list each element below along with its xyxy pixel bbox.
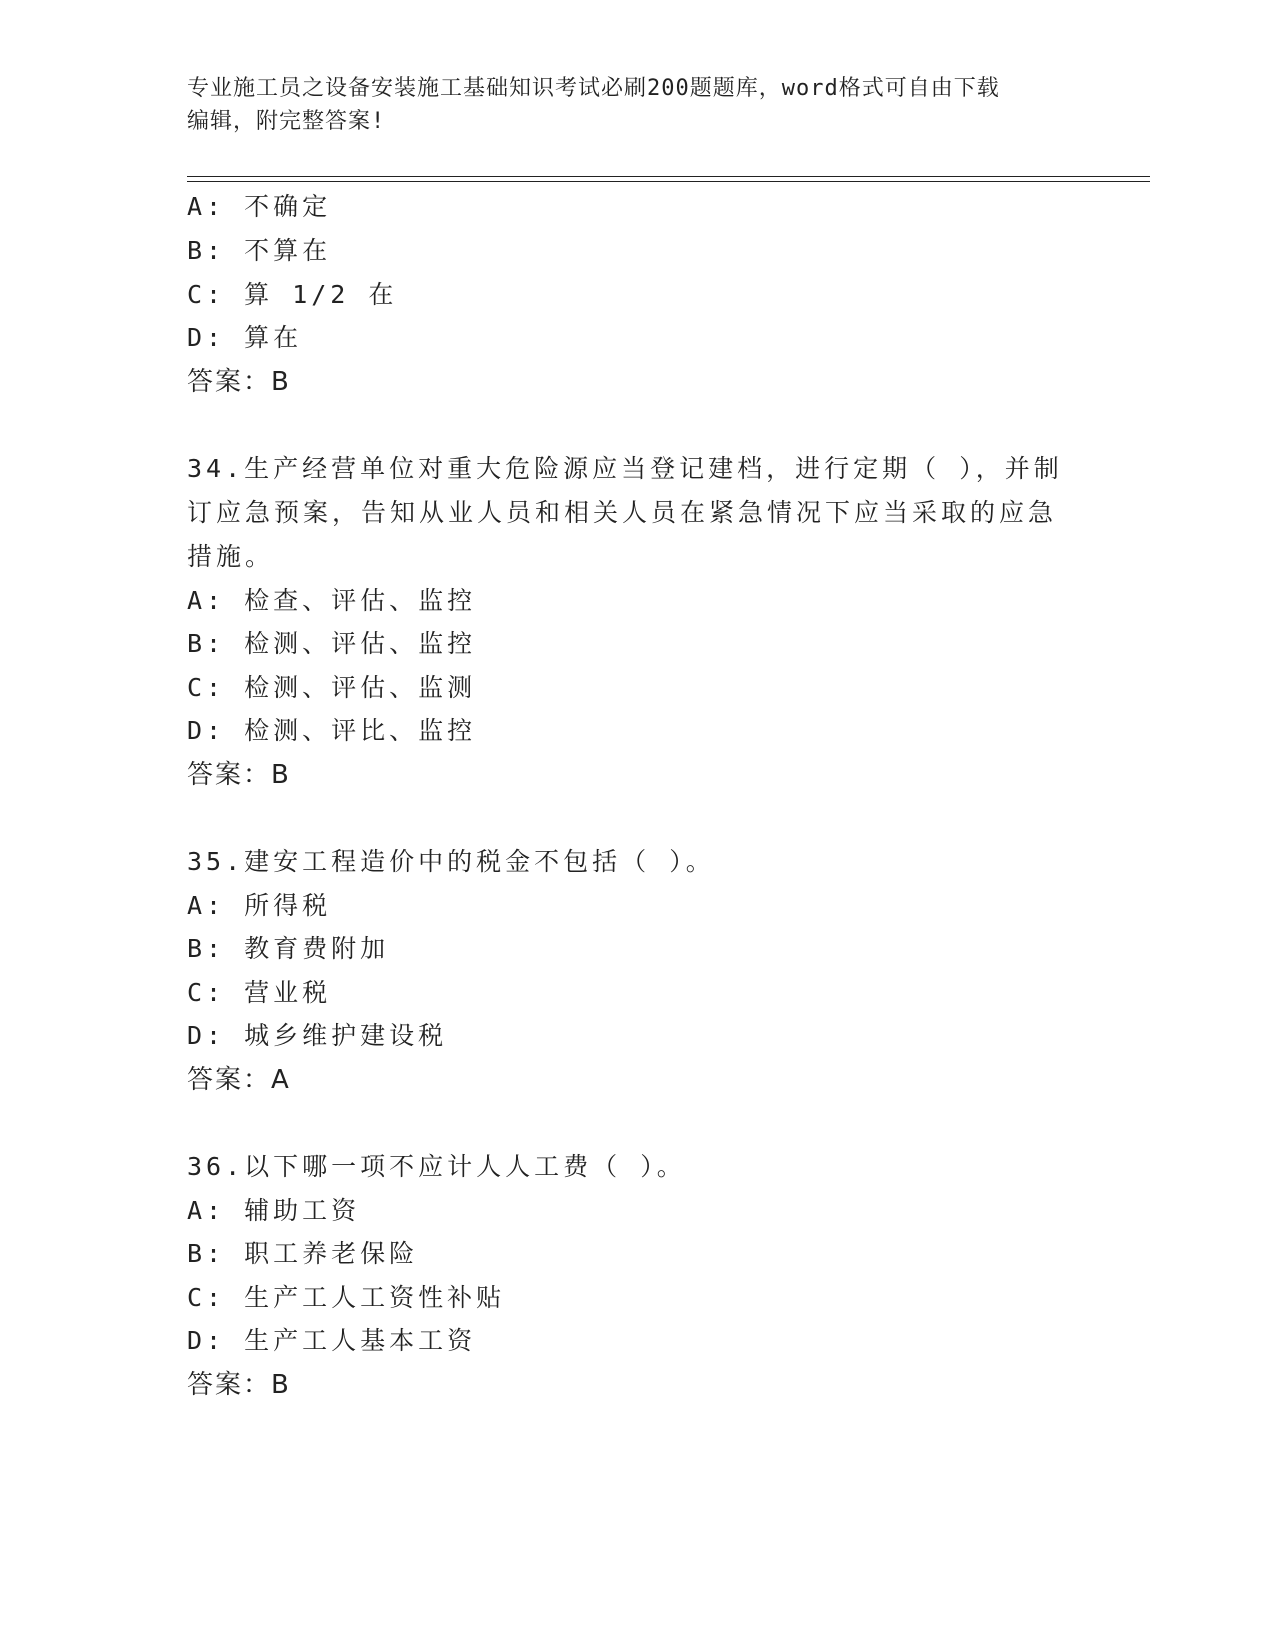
header-divider-top bbox=[187, 176, 1150, 177]
question-36-stem: 36.以下哪一项不应计人人工费（ ）。 bbox=[187, 1152, 686, 1181]
option-a: A: 不确定 bbox=[187, 192, 332, 221]
title-line-1: 专业施工员之设备安装施工基础知识考试必刷200题题库，word格式可自由下载 bbox=[187, 76, 1000, 101]
answer-label: 答案：A bbox=[187, 1065, 291, 1095]
option-c: C: 营业税 bbox=[187, 978, 332, 1007]
document-title bbox=[187, 72, 1067, 138]
question-35-stem: 35.建安工程造价中的税金不包括（ ）。 bbox=[187, 847, 715, 876]
option-a: A: 辅助工资 bbox=[187, 1196, 361, 1225]
question-34-stem-line-2: 订应急预案，告知从业人员和相关人员在紧急情况下应当采取的应急 bbox=[187, 498, 1058, 527]
option-d: D: 算在 bbox=[187, 323, 303, 352]
option-b: B: 教育费附加 bbox=[187, 934, 390, 963]
option-b: B: 检测、评估、监控 bbox=[187, 629, 477, 658]
option-d: D: 生产工人基本工资 bbox=[187, 1326, 477, 1355]
option-a: A: 检查、评估、监控 bbox=[187, 586, 477, 615]
title-line-2: 编辑，附完整答案! bbox=[187, 109, 386, 134]
option-b: B: 不算在 bbox=[187, 236, 332, 265]
option-b: B: 职工养老保险 bbox=[187, 1239, 419, 1268]
option-c: C: 生产工人工资性补贴 bbox=[187, 1283, 506, 1312]
header-divider-bottom bbox=[187, 181, 1150, 182]
option-d: D: 城乡维护建设税 bbox=[187, 1021, 448, 1050]
answer-label: 答案：B bbox=[187, 367, 291, 397]
option-c: C: 检测、评估、监测 bbox=[187, 673, 477, 702]
answer-label: 答案：B bbox=[187, 760, 291, 790]
option-d: D: 检测、评比、监控 bbox=[187, 716, 477, 745]
option-c: C: 算 1/2 在 bbox=[187, 280, 398, 309]
question-34-stem-line-3: 措施。 bbox=[187, 542, 275, 571]
answer-label: 答案：B bbox=[187, 1370, 291, 1400]
option-a: A: 所得税 bbox=[187, 891, 332, 920]
question-34-stem-line-1: 34.生产经营单位对重大危险源应当登记建档，进行定期（ ），并制 bbox=[187, 454, 1063, 483]
